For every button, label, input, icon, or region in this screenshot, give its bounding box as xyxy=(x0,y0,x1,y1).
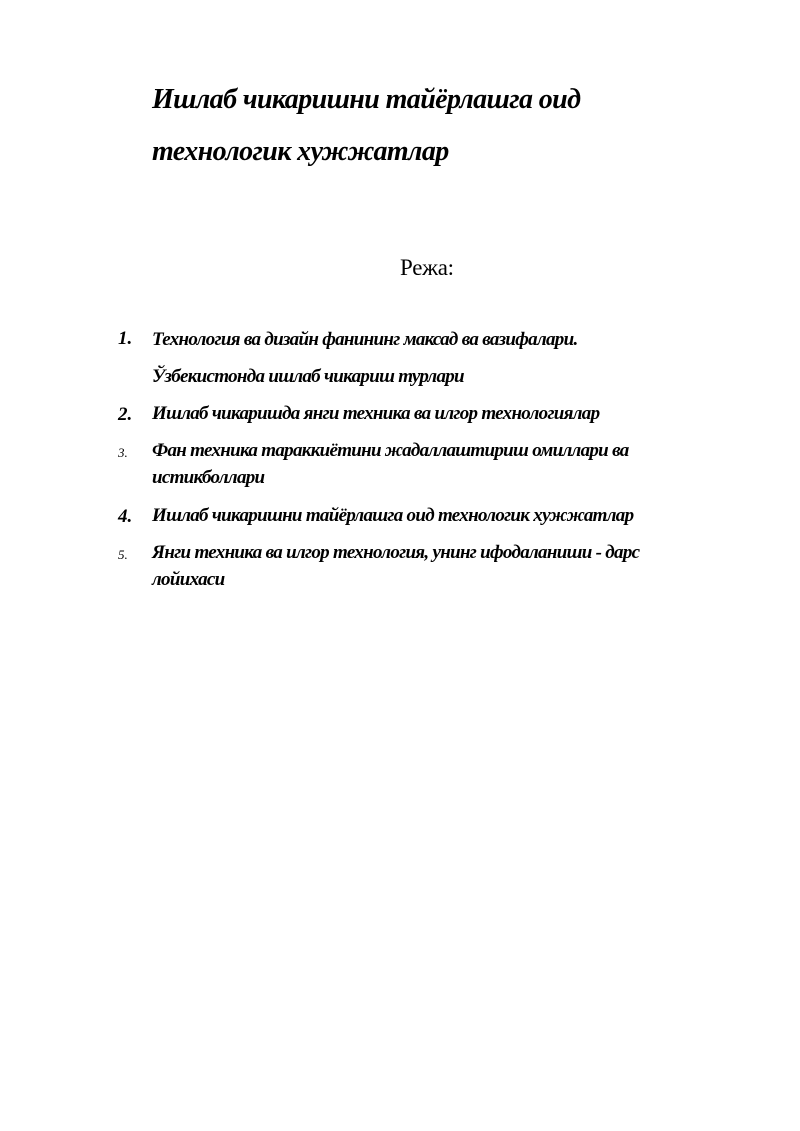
plan-item-line: Технология ва дизайн фанининг максад ва вазифалари. xyxy=(152,329,578,350)
plan-item-number: 1. xyxy=(118,328,133,349)
plan-item-line: Ўзбекистонда ишлаб чикариш турлари xyxy=(152,366,464,387)
plan-item-text xyxy=(152,326,732,390)
plan-item xyxy=(0,502,800,539)
document-title xyxy=(152,74,712,178)
plan-item-number: 5. xyxy=(118,547,128,562)
plan-item-line: лойихаси xyxy=(152,569,225,590)
plan-item-line: Ишлаб чикаришни тайёрлашга оид технологик хужжатлар xyxy=(152,505,634,526)
plan-item xyxy=(0,539,800,599)
plan-item-line: Янги техника ва илгор технология, унинг ифодаланиши - дарс xyxy=(152,542,640,563)
plan-item-text xyxy=(152,400,732,427)
plan-item-line: Фан техника тараккиётини жадаллаштириш омиллари ва xyxy=(152,440,629,461)
plan-item-number: 3. xyxy=(118,445,128,460)
plan-item-text xyxy=(152,437,732,491)
plan-item xyxy=(0,437,800,502)
plan-item xyxy=(0,324,800,400)
plan-heading: Режа: xyxy=(400,255,454,280)
plan-item-line: Ишлаб чикаришда янги техника ва илгор технологиялар xyxy=(152,403,600,424)
plan-item-line: истикболлари xyxy=(152,467,265,488)
plan-item-text xyxy=(152,502,732,529)
plan-item-number: 4. xyxy=(118,506,133,527)
document-title-line-1: Ишлаб чикаришни тайёрлашга оид xyxy=(152,84,581,115)
plan-item-number: 2. xyxy=(118,404,133,425)
document-title-line-2: технологик хужжатлар xyxy=(152,136,449,167)
plan-item-text xyxy=(152,539,732,593)
plan-item xyxy=(0,400,800,437)
plan-list xyxy=(0,324,800,599)
